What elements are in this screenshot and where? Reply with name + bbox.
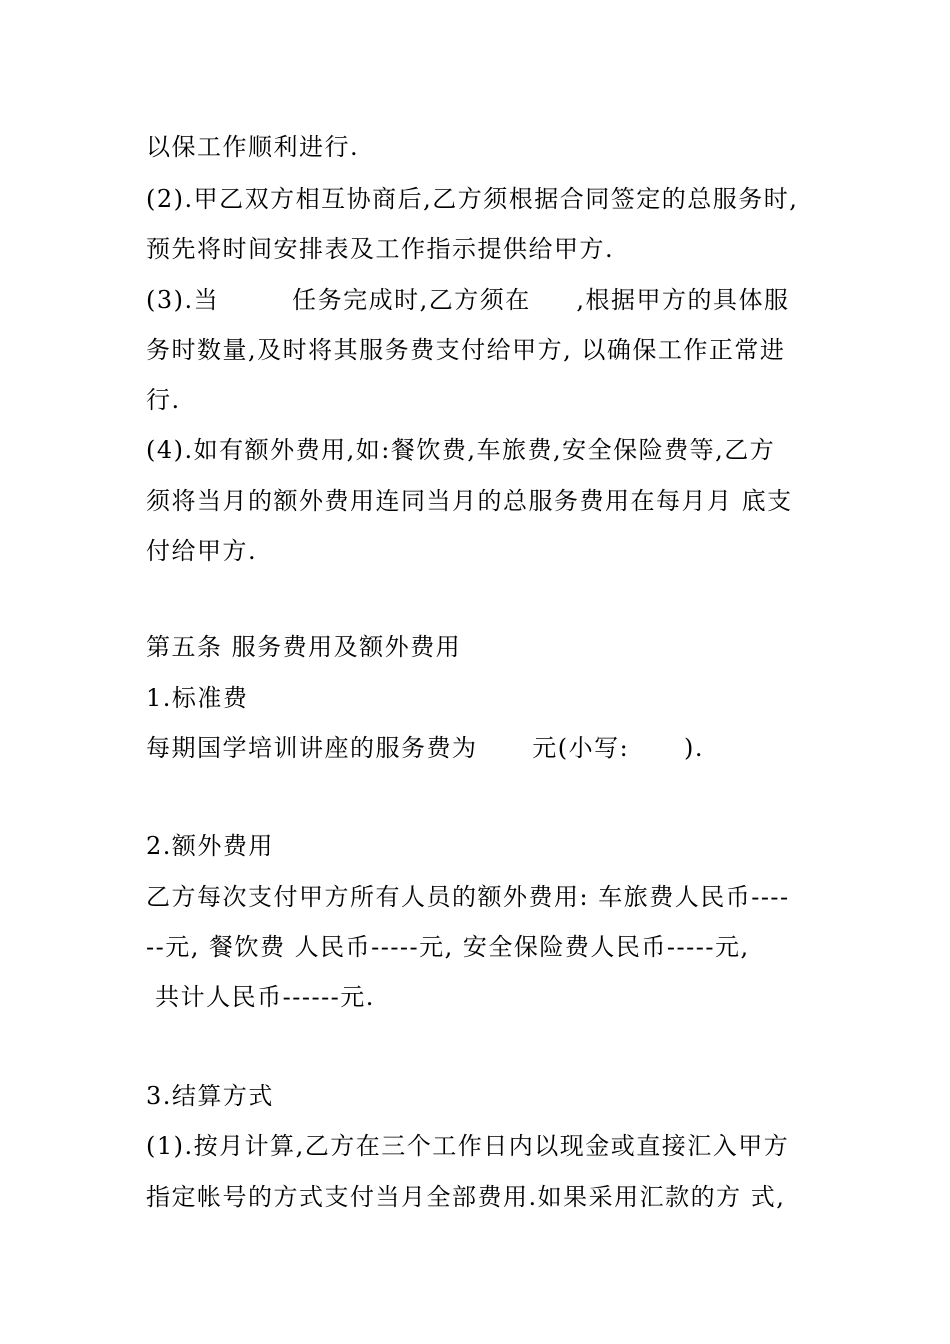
text-line: (4).如有额外费用,如:餐饮费,车旅费,安全保险费等,乙方 (146, 436, 776, 464)
text-line: 每期国学培训讲座的服务费为 元(小写: ). (146, 734, 704, 762)
text-line: (3).当 任务完成时,乙方须在 ,根据甲方的具体服 (146, 286, 790, 314)
text-line: 行. (146, 386, 181, 414)
text-line: 共计人民币------元. (146, 983, 375, 1011)
subsection-heading: 3.结算方式 (146, 1082, 274, 1110)
text-line: --元, 餐饮费 人民币-----元, 安全保险费人民币-----元, (146, 933, 750, 961)
text-line: 务时数量,及时将其服务费支付给甲方, 以确保工作正常进 (146, 336, 786, 364)
text-line: (1).按月计算,乙方在三个工作日内以现金或直接汇入甲方 (146, 1132, 790, 1160)
text-line: 预先将时间安排表及工作指示提供给甲方. (146, 235, 615, 263)
text-line: 付给甲方. (146, 537, 258, 565)
text-line: 指定帐号的方式支付当月全部费用.如果采用汇款的方 式, (146, 1183, 786, 1211)
text-line: 乙方每次支付甲方所有人员的额外费用: 车旅费人民币---- (146, 883, 790, 911)
text-line: 须将当月的额外费用连同当月的总服务费用在每月月 底支 (146, 487, 793, 515)
text-line: 以保工作顺利进行. (146, 133, 360, 161)
section-heading: 第五条 服务费用及额外费用 (146, 633, 462, 661)
subsection-heading: 2.额外费用 (146, 832, 274, 860)
text-line: (2).甲乙双方相互协商后,乙方须根据合同签定的总服务时, (146, 185, 799, 213)
subsection-heading: 1.标准费 (146, 684, 249, 712)
